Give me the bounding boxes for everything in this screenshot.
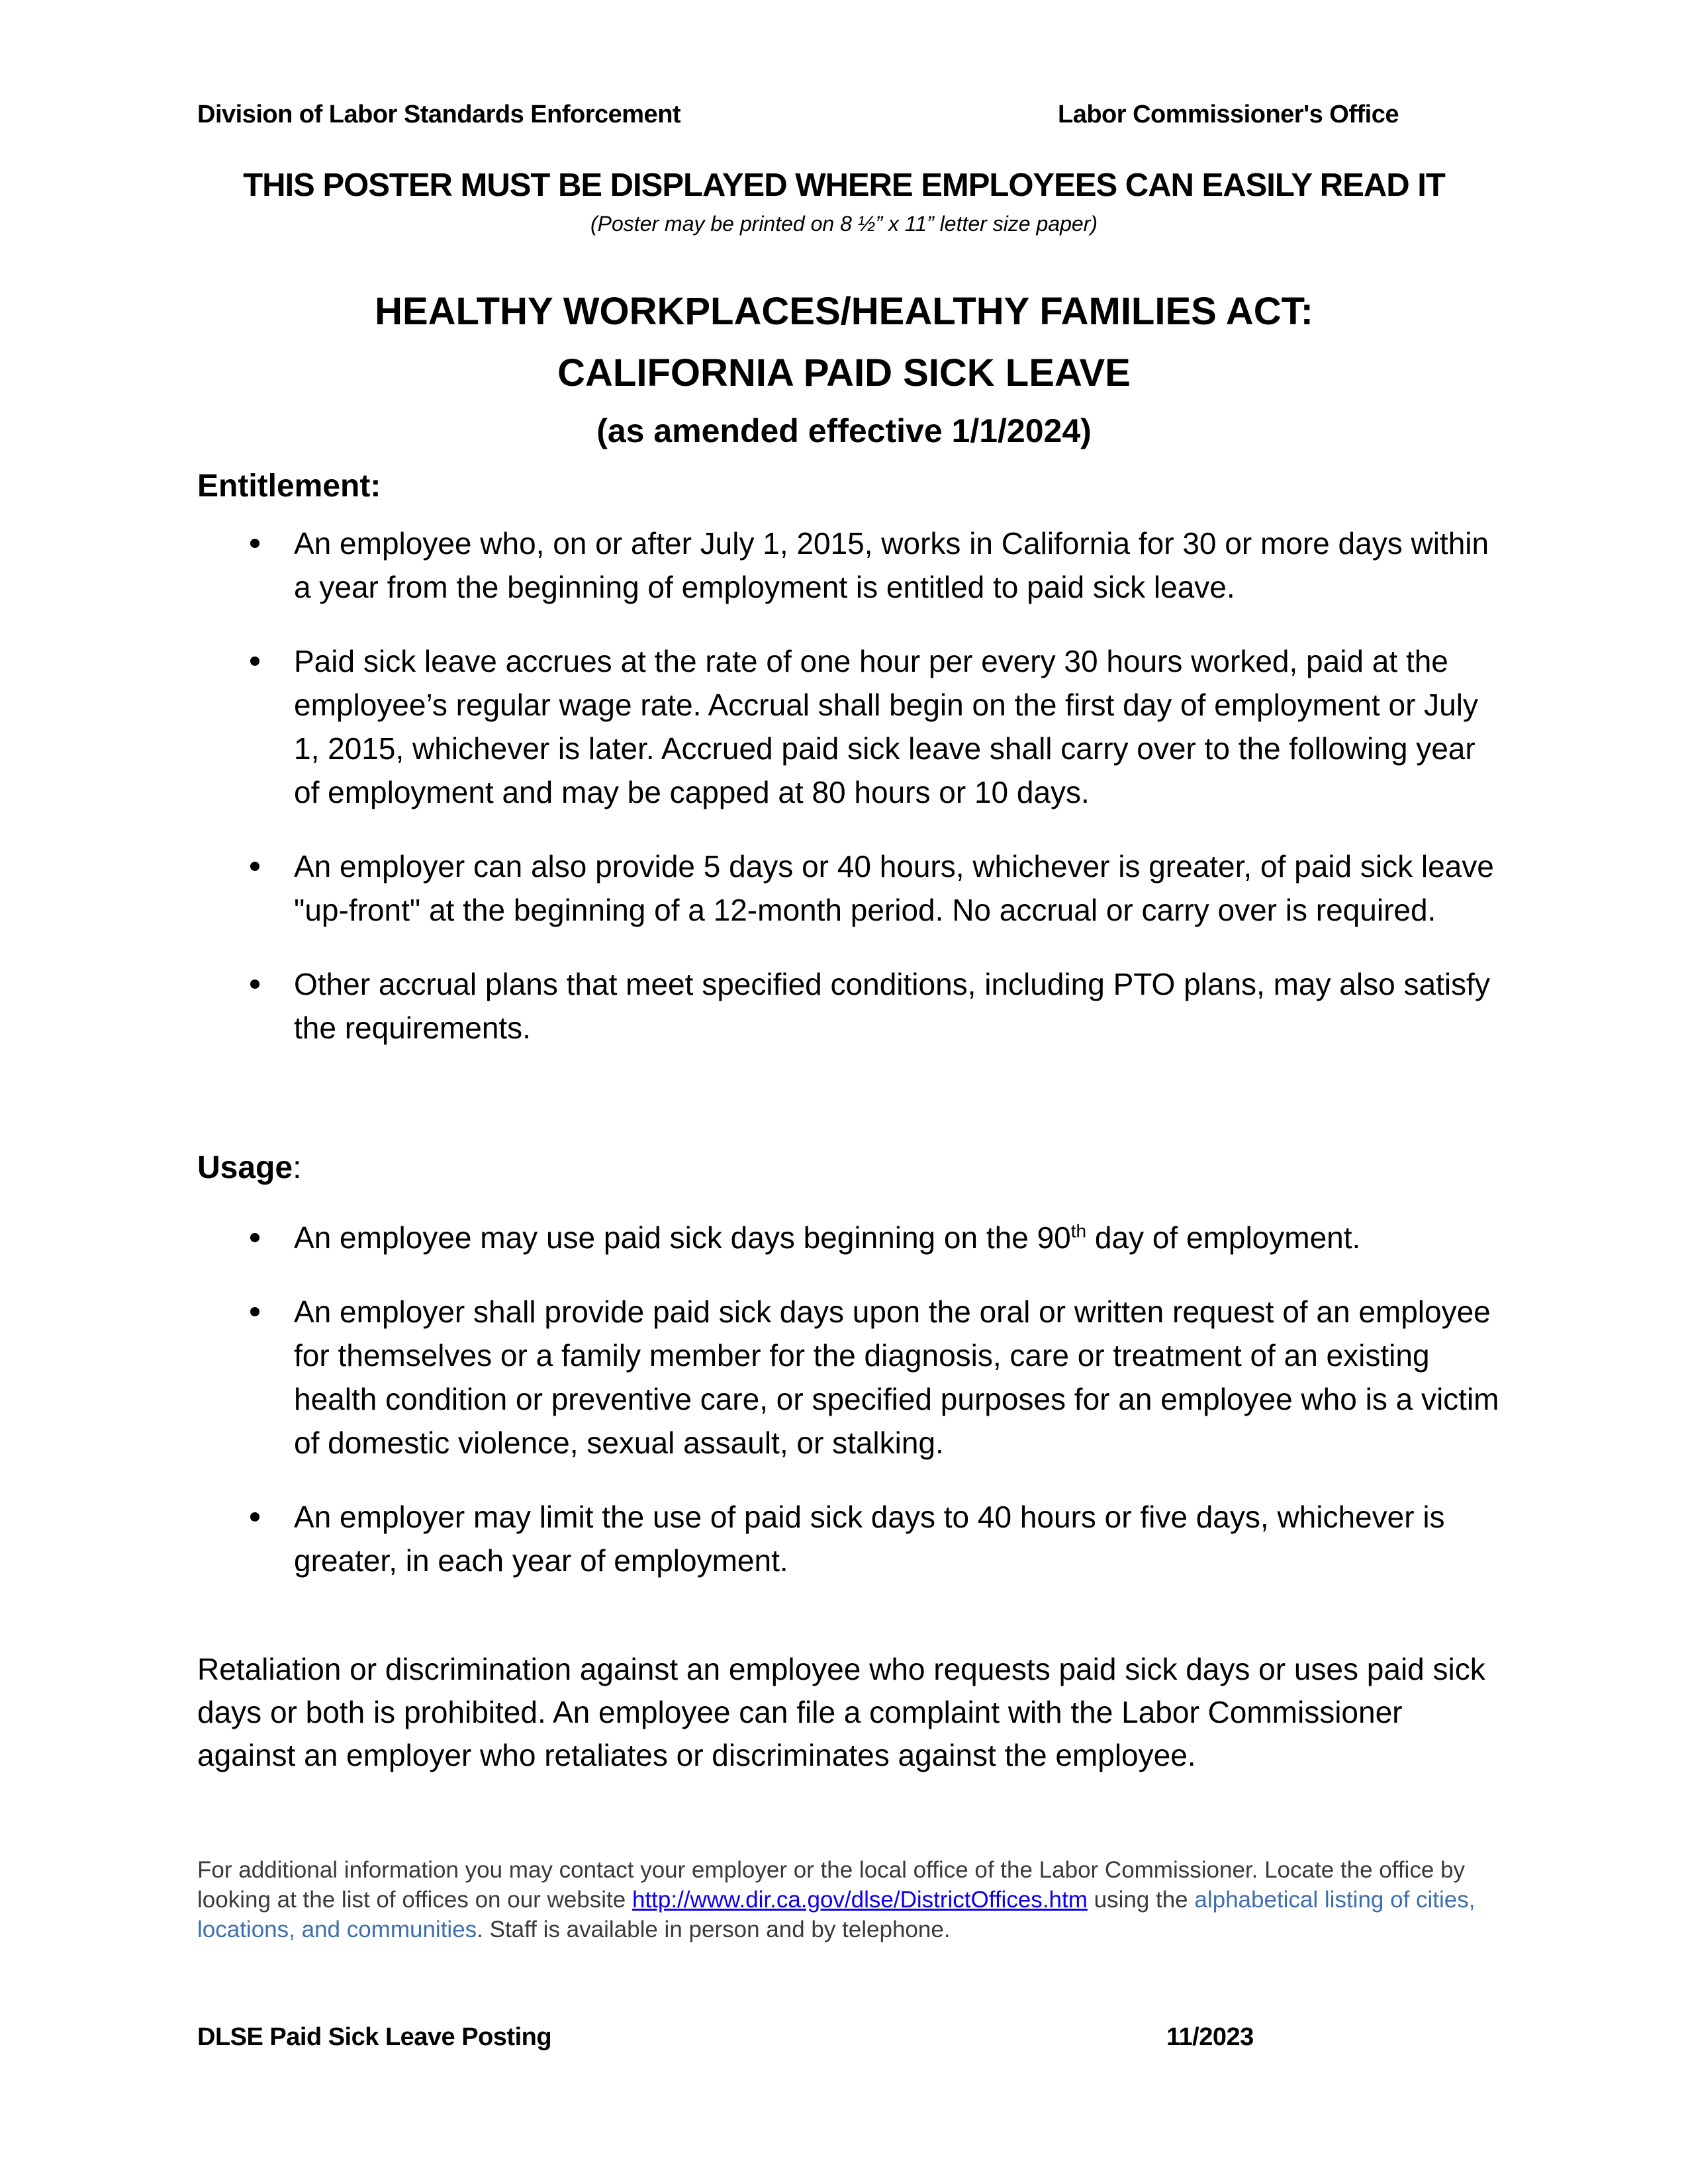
usage-heading-label: Usage (197, 1150, 293, 1185)
bullet-icon (250, 1233, 259, 1242)
bullet-icon (250, 862, 259, 871)
list-item-text: An employer can also provide 5 days or 40 hours, whichever is greater, of paid sick leave "up-front" at the beginning of a 12-month period. No accrual or carry over is required. (294, 849, 1494, 927)
list-item (197, 1216, 1508, 1259)
list-item (197, 962, 1508, 1050)
list-item (197, 844, 1508, 932)
list-item-text: Other accrual plans that meet specified conditions, including PTO plans, may also satisfy the requirements. (294, 967, 1490, 1045)
document-title-amended: (as amended effective 1/1/2024) (596, 412, 1092, 449)
entitlement-heading: Entitlement: (197, 469, 381, 504)
district-offices-link[interactable]: http://www.dir.ca.gov/dlse/DistrictOffices.htm (632, 1887, 1088, 1913)
bullet-icon (250, 657, 259, 666)
list-item-text: An employer may limit the use of paid sick days to 40 hours or five days, whichever is greater, in each year of employment. (294, 1500, 1445, 1578)
header-office: Labor Commissioner's Office (1058, 101, 1399, 128)
bullet-icon (250, 539, 259, 548)
document-title-line2: CALIFORNIA PAID SICK LEAVE (557, 351, 1131, 394)
list-item (197, 1495, 1508, 1582)
usage-list (197, 1216, 1508, 1613)
poster-notice: THIS POSTER MUST BE DISPLAYED WHERE EMPLOYEES CAN EASILY READ IT (243, 167, 1445, 203)
list-item-text-part: day of employment. (1086, 1220, 1361, 1255)
bullet-icon (250, 1512, 259, 1522)
contact-text: . Staff is available in person and by telephone. (477, 1917, 951, 1942)
list-item-text: Paid sick leave accrues at the rate of one hour per every 30 hours worked, paid at the employee’s regular wage rate. Accrual shall begin on the first day of employment or July 1, 2015, whichever is later. Accrued paid sick leave shall carry over to the following year of employment and may be capped at 80 hours or 10 days. (294, 644, 1478, 809)
list-item-text: An employer shall provide paid sick days upon the oral or written request of an employee for themselves or a family member for the diagnosis, care or treatment of an existing health condition or preventive care, or specified purposes for an employee who is a victim of domestic violence, sexual assault, or stalking. (294, 1295, 1499, 1460)
footer-doc-name: DLSE Paid Sick Leave Posting (197, 2023, 552, 2051)
list-item (197, 1290, 1508, 1465)
list-item (197, 522, 1508, 609)
list-item (197, 639, 1508, 814)
contact-text: using the (1087, 1887, 1195, 1913)
retaliation-paragraph: Retaliation or discrimination against an employee who requests paid sick days or uses paid sick days or both is prohibited. An employee can file a complaint with the Labor Commissioner against an employer who retaliates or discriminates against the employee. (197, 1652, 1485, 1772)
alphabetical-listing-link[interactable]: alphabetical listing of cities, locations, and communities (197, 1887, 1476, 1942)
contact-text: For additional information you may contact your employer or the local office of the Labor Commissioner. Locate the office by looking at the list of offices on our website (197, 1857, 1465, 1913)
usage-heading-colon: : (293, 1150, 302, 1185)
list-item-text: An employee who, on or after July 1, 2015, works in California for 30 or more days within a year from the beginning of employment is entitled to paid sick leave. (294, 526, 1489, 604)
document-title-line1: HEALTHY WORKPLACES/HEALTHY FAMILIES ACT: (375, 290, 1313, 333)
contact-paragraph (197, 1855, 1495, 1944)
bullet-icon (250, 979, 259, 989)
usage-heading (197, 1150, 301, 1186)
header-division: Division of Labor Standards Enforcement (197, 101, 681, 128)
entitlement-list (197, 522, 1508, 1080)
bullet-icon (250, 1307, 259, 1316)
list-item-text-part: An employee may use paid sick days beginning on the 90 (294, 1220, 1071, 1255)
poster-print-note: (Poster may be printed on 8 ½” x 11” letter size paper) (590, 212, 1098, 236)
footer-date: 11/2023 (1166, 2023, 1254, 2051)
ordinal-suffix: th (1070, 1220, 1087, 1242)
